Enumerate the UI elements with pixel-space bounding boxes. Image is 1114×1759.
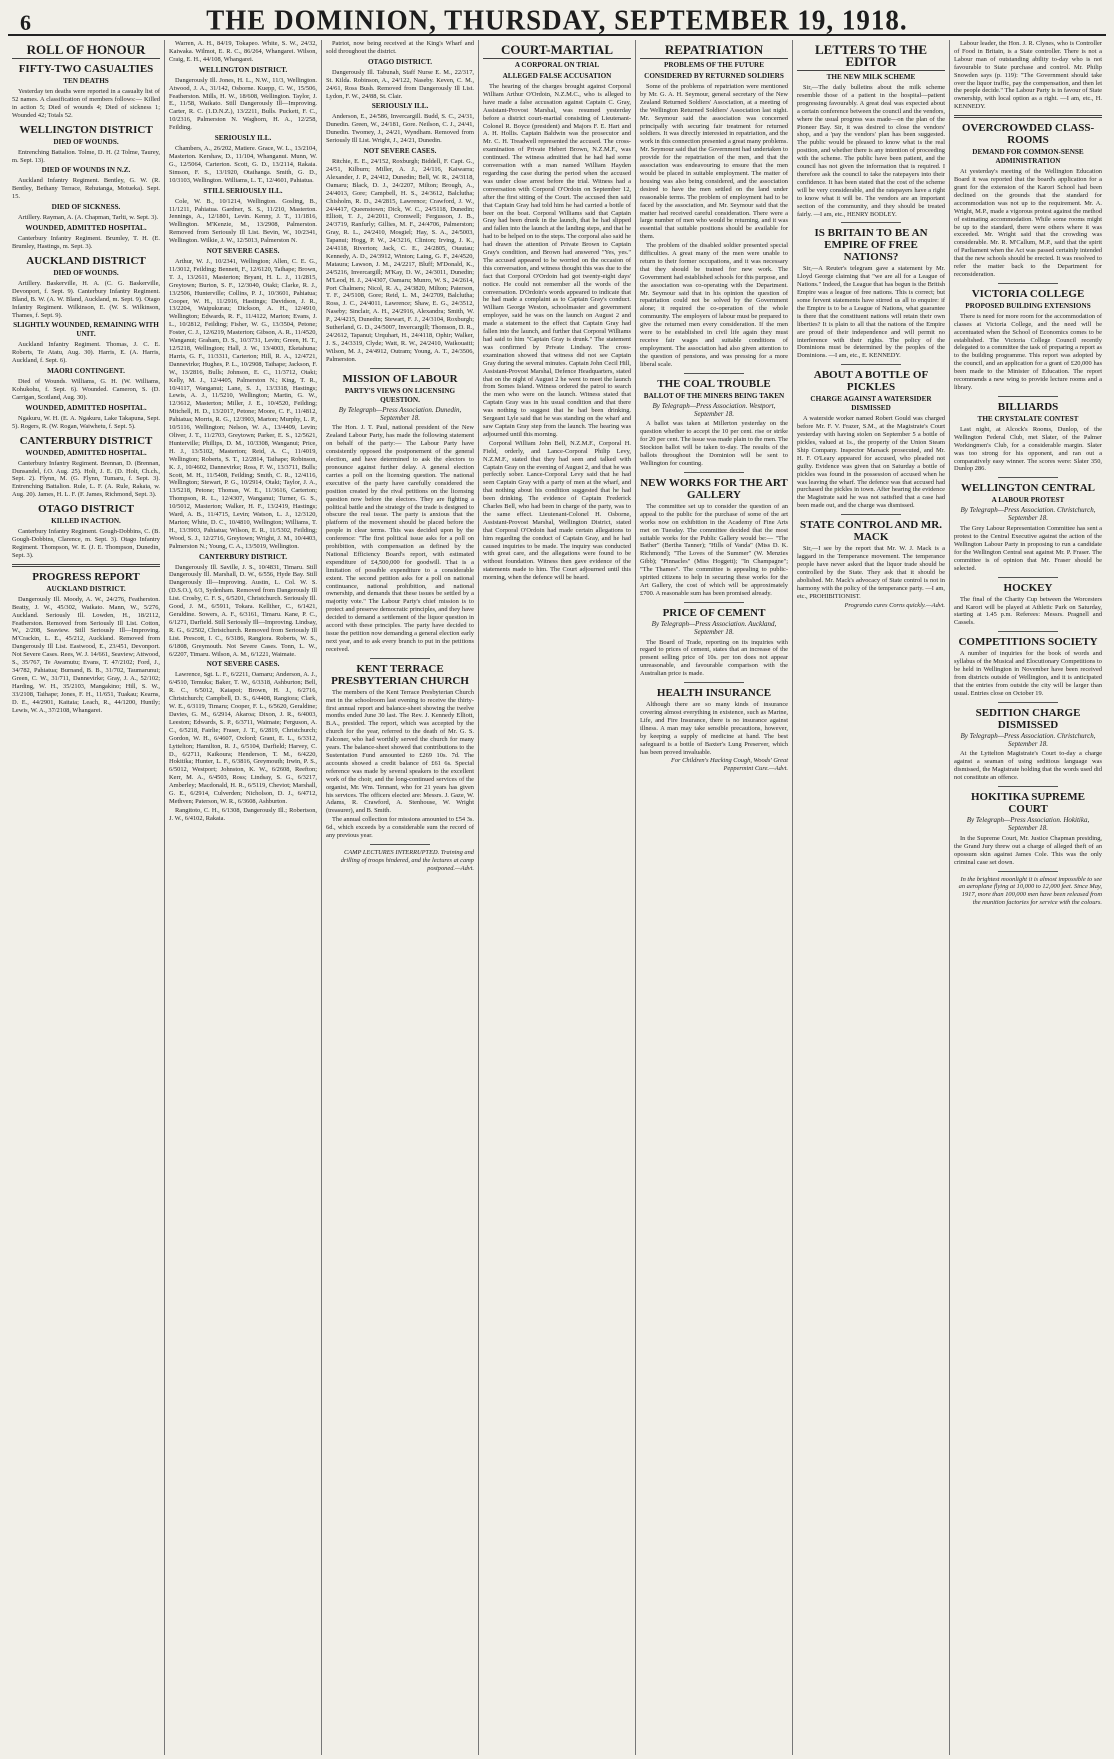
subheading: DIED OF WOUNDS IN N.Z.	[41, 166, 131, 175]
article-text: The members of the Kent Terrace Presbyterian Church met in the schoolroom last evening to receive the thirty-first annual report and balance-sheet showing the twelve months ended June 30 last. The Rev. J. Kennedy Elliott, B.A., presided. The report, which was accepted by the church for the year, referred to the death of Mr. G. S. Falconer, who had worthily served the church for many years. The balance-sheet showed that contributions to the Sustentation Fund amounted to £269 10s. 7d. The accounts showed a credit balance of £61 6s. Special reference was made by several speakers to the excellent work of the choir, and the long-continued services of the organist, Mr. Wm. Tennant, who for 21 years has given his services. The officers elected are: Messrs. J. Gaze, W. Adams, R. Crawford, A. Stenhouse, W. Wright (treasurer), and B. Smith.	[326, 688, 474, 815]
subheading: SERIOUSLY ILL.	[214, 134, 272, 143]
headline: MISSION OF LABOUR	[342, 372, 458, 385]
column-1	[8, 40, 165, 1755]
dateline: By Telegraph—Press Association. Hokitika, September 18.	[966, 816, 1090, 832]
divider	[684, 682, 743, 683]
headline: LETTERS TO THE EDITOR	[797, 44, 945, 71]
subheading: A CORPORAL ON TRIAL	[514, 61, 600, 69]
masthead	[8, 3, 1106, 36]
masthead-title: THE DOMINION, THURSDAY, SEPTEMBER 19, 1918.	[206, 3, 908, 36]
article-text: Ngakuru, W. H. (E. A. Ngakuru, Lake Takapuna, Sept. 5). Rogers, R. (W. Rogan, Waiwhetu, f. Sept. 5).	[12, 414, 160, 430]
dateline: By Telegraph—Press Association. Dunedin, September 18.	[338, 405, 462, 422]
divider	[998, 631, 1057, 632]
divider	[998, 786, 1057, 787]
article-text: Canterbury Infantry Regiment. Brumley, T. H. (E. Brumley, Hastings, m. Sept. 3).	[12, 235, 160, 250]
headline: OTAGO DISTRICT	[37, 503, 135, 516]
subheading: OTAGO DISTRICT.	[367, 57, 433, 66]
headline: SEDITION CHARGE DISMISSED	[975, 706, 1081, 731]
article-text: Arthur, W. J., 10/2341, Wellington; Allen, C. E. G., 11/3012, Feilding; Bennett, F., 12/6120, Taihape; Brown, T. J., 13/2611, Masterton; Bryant, H. L. J., 11/2815, Greytown; Burton, S. F., 12/3040, Otaki; Clarke, R. J., 13/2506, Hunterville; Collins, P. J., 10/3601, Pahiatua; Cooper, W. H., 11/2916, Hastings; Davidson, J. R., 13/2204, Waipukurau; Dickson, A. H., 12/4910, Wellington; Edwards, R. F., 11/4122, Marton; Evans, J. L., 10/2812, Feilding; Fisher, W. G., 13/3504, Petone; Foster, C. J., 12/6219, Masterton; Gibson, A. R., 11/4520, Wanganui; Graham, D. S., 10/3731, Levin; Green, H. T., 12/5218, Wellington; Hall, J. W., 13/4003, Eketahuna; Harris, G. F., 11/3311, Carterton; Hill, R. A., 12/4721, Dannevirke; Hughes, P. L., 10/2908, Taihape; Jackson, F. W., 13/2816, Bulls; Johnson, E. C., 11/3712, Otaki; Kelly, M. J., 12/4405, Palmerston N.; King, T. R., 10/4117, Wanganui; Lane, S. J., 13/3318, Hastings; Lewis, A. J., 11/5210, Wellington; Martin, G. W., 12/3612, Masterton; Miller, J. E., 10/4520, Feilding; Mitchell, H. D., 13/2017, Petone; Moore, C. F., 11/4812, Pahiatua; Morris, R. G., 12/3903, Marton; Murphy, L. P., 10/5116, Wellington; Nelson, W. A., 13/4409, Levin; Oliver, J. T., 11/2703, Greytown; Parker, E. S., 12/5621, Hunterville; Phillips, D. M., 10/3308, Wanganui; Price, H. J., 13/5102, Masterton; Reid, A. C., 11/4019, Wellington; Roberts, S. T., 12/2814, Taihape; Robinson, K. J., 10/4602, Dannevirke; Ross, F. W., 13/3711, Bulls; Scott, M. H., 11/5408, Feilding; Smith, C. R., 12/4116, Wellington; Stewart, P. G., 10/2914, Otaki; Taylor, J. A., 13/5218, Petone; Thomas, W. E., 11/3616, Carterton; Thompson, R. L., 12/4307, Wanganui; Turner, G. S., 10/5012, Masterton; Walker, H. F., 13/2419, Hastings; Ward, A. B., 11/4715, Levin; Watson, L. J., 12/3120, Marton; White, D. C., 10/4810, Wellington; Williams, T. H., 13/3903, Pahiatua; Wilson, E. R., 11/5302, Feilding; Wood, S. J., 12/2716, Greytown; Wright, J. M., 10/4403, Palmerston N.; Young, C. A., 13/5019, Wellington.	[169, 258, 317, 550]
article-text: Dangerously Ill. Saville, J. S., 10/4831, Timaru. Still Dangerously Ill. Marshall, D. W., 6/556, Hyde Bay. Still Dangerously Ill—Improving. Austin, L. Col. W. S. (D.S.O.), 6/3, Sydenham. Removed from Dangerously Ill List. Crosby, C. F. S., 6/5201, Christchurch. Seriously Ill. Good, J. M., 6/5911, Tokara. Kelliher, C., 6/1421, Geraldine. Sowers, A. F., 6/3161, Timaru. Kane, P. C., 6/1271, Darfield. Still Seriously Ill—Improving. Lindsay, R. G., 6/2502, Christchurch. Removed from Seriously Ill List. Prescott, I. C., 6/3186, Rangiora. Roberts, W. S., 6/1808, Greymouth. Not Severe Cases. Tonn, L. W., 6/2207, Timaru. Wilson, A. M., 6/1221, Waimate.	[169, 563, 317, 658]
headline: HOCKEY	[1003, 581, 1053, 594]
article-text: Corporal William John Bell, N.Z.M.F., Corporal H. Field, orderly, and Lance-Corporal Philip Levy, N.Z.M.F., stated that they had seen and talked with Captain Gray on the evening of August 2, and that he was perfectly sober. Lance-Corporal Levy said that he had seen Captain Gray with a party of men at the wharf, and that nothing about his condition suggested that he had been drinking. The evidence of Captain Frederick Charles Bell, who had been in charge of the party, was to the same effect. Lieutenant-Colonel H. Osborne, Assistant-Provost Marshal, Wellington District, stated that Corporal O'Ordoin had made certain allegations to him regarding the conduct of Captain Gray, and he had caused inquiries to be made. The inquiry was conducted with great care, and the allegations were found to be without foundation. Witness then gave evidence of the statements made to him. The Court adjourned until this morning, when the defence will be heard.	[483, 439, 631, 582]
article-text: The hearing of the charges brought against Corporal William Arthur O'Ordoin, N.Z.M.C., who is alleged to have made a false accusation against Captain C. Gray, Assistant-Provost Marshal, was resumed yesterday before a district court-martial consisting of Lieutenant-Colonel R. Boyce (president) and Majors F. E. Hart and A. H. Hollis. Captain Baldwin was the prosecutor and Mr. C. H. Treadwell represented the accused. The cross-examination of Private Hebert Brown, N.Z.M.F., was continued. The witness admitted that he had had some conversation with a man named William Hayden regarding the case during the period when the accused was under close arrest before the trial. Witness had a conversation with Corporal O'Ordoin on September 12, after the first sitting of the Court. The accused then said that Captain Gray had told him he had carried a bottle of beer on the boat. Corporal Williams said that Captain Gray had been drunk in the launch, that he had slipped and fallen into the launch at the landing steps, and that he had to be helped on to the steps. The corporal also said he had drawn the attention of Private Brown to Captain Gray's condition, and Brown had answered "Yes, yes." The accused appeared to be worried on the occasion of this conversation, and witness thought this was due to the fact that Corporal O'Ordoin had got twenty-eight days' notice. He could not remember all the words of the conversation. D'Ordoin's words appeared to indicate that he had made a complaint as to Captain Gray's conduct. William George Weston, schoolmaster and government employee, said he was on the launch on August 2 and made a statement to the effect that Captain Gray had fallen into the launch, and further that Corporal Williams had said to him "Captain Gray is drunk." The statement was confirmed by Private Lindsay. The cross-examination showed that witness did not see Captain Gray during the several minutes. Captain John Cecil Hill, Assistant-Provost Marshal, Defence Headquarters, stated that on the night of August 2 he went to meet the launch from Somes Island. Witness ordered the patrol to search the men who were on the launch. Witness stated that Captain Gray was in his usual condition and that there was nothing to suggest that he had been drinking. Sergeant Lyle said that he was standing on the wharf and saw Captain Gray step from the launch. The hearing was adjourned until this morning.	[483, 83, 631, 438]
subheading: ALLEGED FALSE ACCUSATION	[502, 72, 612, 80]
article-text: The annual collection for missions amounted to £54 3s. 6d., which exceeds by a considerable sum the record of any previous year.	[326, 816, 474, 840]
article-text: Cole, W. B., 10/1214, Wellington. Gosling, B., 11/1211, Pahiatua. Gardner, S. S., 11/210, Masterton. Jennings, A., 12/1801, Levin. Kenny, J. T., 11/1816, Wellington. M'Kenzie, M., 13/2908, Palmerston. Removed from Seriously Ill List. Bevin, W., 10/2341, Wellington. Wilkie, J. W., 12/5013, Palmerston N.	[169, 197, 317, 245]
divider	[998, 283, 1057, 284]
article-text: Labour leader, the Hon. J. R. Clynes, who is Controller of Food in Britain, is a State controller. There is not a Labour man of outstanding ability to-day who is not favourable to State purchase and control. Mr. Philip Snowden says (p. 119): "The Government should take over the liquor traffic, pay the compensation, and then let the people decide." The Labour Party is in favour of State ownership, with local option as a right. —I am, etc., H. KENNEDY.	[954, 40, 1102, 111]
article-text: The final of the Charity Cup between the Worcesters and Karori will be played at Athletic Park on Saturday, starting at 1.45 p.m. Referees: Messrs. Pragnell and Cassels.	[954, 595, 1102, 627]
headline: AUCKLAND DISTRICT	[26, 254, 146, 267]
article-text: Chambers, A., 26/202, Matiere. Grace, W. L., 13/2104, Masterton. Kershaw, D., 11/104, Whanganui. Munn, W. G., 12/5064, Carterton. Scott, G. D., 13/2114, Rakaia. Simson, F. S., 13/1920, Otaihanga. Smith, G. D., 10/3103, Wellington. Williams, L. T., 12/4601, Pahiatua.	[169, 145, 317, 184]
divider	[684, 602, 743, 603]
advertisement: For Children's Hacking Cough, Woods' Great Peppermint Cure.—Advt.	[670, 757, 788, 773]
article-text: Although there are so many kinds of insurance covering almost everything in existence, such as Marine, Life, and Fire Insurance, there is no insurance against illness. A man may take sensible precautions, however, by keeping a supply of medicine at hand. The best safeguard is a bottle of Baxter's Lung Preserver, which has been proved invaluable.	[640, 701, 788, 756]
article-text: The Grey Labour Representation Committee has sent a protest to the Central Executive against the action of the Wellington Labour Party in proposing to run a candidate for the Wellington Central seat against Mr. P. Fraser. The committee is of opinion that Mr. Fraser should be selected.	[954, 525, 1102, 572]
subheading: SLIGHTLY WOUNDED, REMAINING WITH UNIT.	[13, 321, 159, 339]
article-text: Patriot, now being received at the King's Wharf and sold throughout the district.	[326, 40, 474, 55]
article-text: Sir,—I see by the report that Mr. W. J. Mack is a laggard in the Temperance movement. The temperance people have never asked that the liquor trade should be controlled by the State. They ask that it should be abolished. Mr. Mack's advocacy of State control is not in harmony with the policy of the temperance party. —I am, etc., PROHIBITIONIST.	[797, 545, 945, 600]
article-text: Sir,—The daily bulletins about the milk scheme resemble those of a patient in the hospital—patient progressing favourably. A great deal was expected about a certain conference between the council and the vendors, where the usual progress was made—on the plan of the Pioneer Bay. Sir, it was desired to close the vendors' shop, and a 'pay the vendors' plan has been suggested. The public would be pleased to know what is the real position, and whether there is any intention of proceeding with the scheme. The public have been patient, and the council has not given the information that is required. I therefore ask the council to take the ratepayers into their confidence. It has been stated that the cost of the scheme will be very considerable, and the ratepayers have a right to know what it will be. The vendors are an important section of the community, and they should be treated fairly. —I am, etc., HENRY BODLEY.	[797, 84, 945, 218]
headline: WELLINGTON CENTRAL	[961, 482, 1095, 495]
subheading: A LABOUR PROTEST	[991, 496, 1065, 505]
headline: ABOUT A BOTTLE OF PICKLES	[813, 369, 929, 394]
article-text: The Board of Trade, reporting on its inquiries with regard to prices of cement, states that an increase of the present selling price of 10s. per ton does not appear unreasonable, and favourable comparison with the Australian price is made.	[640, 638, 788, 678]
subheading: AUCKLAND DISTRICT.	[46, 584, 126, 593]
article-text: Auckland Infantry Regiment. Bentley, G. W. (R. Bentley, Bethany Terrace, Rehutanga, Motueka). Sept. 15.	[12, 177, 160, 201]
article-text: Yesterday ten deaths were reported in a casualty list of 52 names. A classification of members follows:— Killed in action 5; Died of wounds 4; Died of sickness 1; Wounded 42; Totals 52.	[12, 88, 160, 119]
headline: PROGRESS REPORT	[32, 570, 140, 583]
headline: THE COAL TROUBLE	[657, 377, 771, 390]
headline: FIFTY-TWO CASUALTIES	[18, 63, 154, 75]
article-text: There is need for more room for the accommodation of classes at Victoria College, and the need will be accentuated when the School of Economics comes to be established. The Victoria College Council recently delegated to a committee the task of preparing a report as to the building programme. This report was adopted by the council, and an application for a grant of £20,000 has been made to the Minister of Education. The report recommends a new wing to provide lecture rooms and a library.	[954, 312, 1102, 391]
column-4	[479, 40, 636, 1755]
subheading: WOUNDED, ADMITTED HOSPITAL.	[25, 224, 147, 233]
article-text: Died of Wounds. Williams, G. H. (W. Williams, Kohukohu, f. Sept. 6). Wounded. Cameron, S. (D. Carrigan, Scotland, Aug. 30).	[12, 378, 160, 401]
subheading: NOT SEVERE CASES.	[363, 147, 437, 156]
divider	[684, 373, 743, 374]
divider	[998, 577, 1057, 578]
headline: VICTORIA COLLEGE	[971, 287, 1085, 300]
subheading: CHARGE AGAINST A WATERSIDER DISMISSED	[810, 395, 932, 413]
headline: STATE CONTROL AND MR. MACK	[799, 519, 942, 544]
subheading: NOT SEVERE CASES.	[206, 247, 280, 256]
divider	[998, 702, 1057, 703]
headline: IS BRITAIN TO BE AN EMPIRE OF FREE NATIONS?	[814, 227, 928, 264]
subheading: CONSIDERED BY RETURNED SOLDIERS	[644, 72, 784, 80]
divider	[370, 368, 429, 369]
article-text: Warren, A. H., 84/19, Tokapeo. White, S. W., 24/32, Kaiwaka. Wilmot, E. R. C., 86/264, Whangarei. Wilson, Craig, E. H., 44/108, Whangarei.	[169, 40, 317, 63]
headline: ROLL OF HONOUR	[12, 44, 160, 59]
article-text: Last night, at Alcock's Rooms, Dunlop, of the Wellington Federal Club, met Slater, of the Palmer Workingmen's Club, for a considerable margin. Slater was too strong for his opponent, and ran out a comparatively easy winner. The scores were: Slater 350, Dunlop 286.	[954, 425, 1102, 473]
subheading: SERIOUSLY ILL.	[371, 102, 429, 111]
subheading: PROBLEMS OF THE FUTURE	[663, 61, 765, 69]
divider	[841, 514, 900, 515]
article-text: A ballot was taken at Millerton yesterday on the question whether to accept the 10 per cent. rise or strike for 20 per cent. The issue was made plain to the men. The Stockton ballot will be taken to-day. The results of the ballots throughout the Dominion will be sent to Wellington for counting.	[640, 420, 788, 467]
article-text: A waterside worker named Robert Gould was charged before Mr. F. V. Frazer, S.M., at the Magistrate's Court yesterday with having stolen on September 5 a bottle of pickles, valued at 1s., the property of the Union Steam Ship Company. Inspector Marsack prosecuted, and Mr. H. F. O'Leary appeared for accused, who pleaded not guilty. Evidence was given that on Saturday a bottle of pickles was found in the possession of accused when he was leaving the wharf. The defence was that accused had purchased the pickles in town. After hearing the evidence the Magistrate said he was not satisfied that a case had been made out, and the charge was dismissed.	[797, 415, 945, 510]
article-text: Ritchie, E. E., 24/152, Roxburgh; Biddell, F. Capt. G., 24/51, Kilburn; Miller, A. J., 24/116, Kaiwarra; Alexander, J. P., 24/412, Dunedin; Bell, W. R., 24/3118, Oamaru; Black, D. J., 24/2207, Milton; Brough, A., 24/4013, Gore; Campbell, H. S., 24/3612, Balclutha; Chisholm, R. D., 24/2815, Lawrence; Crawford, J. W., 24/4417, Queenstown; Dick, W. C., 24/5118, Dunedin; Elliott, T. J., 24/2011, Cromwell; Fergusson, J. B., 24/3719, Ranfurly; Gillies, M. F., 24/4706, Palmerston; Gray, R. L., 24/2410, Mosgiel; Hay, S. A., 24/5003, Tapanui; Hogg, P. W., 24/3216, Clinton; Irving, J. K., 24/4118, Riverton; Jack, C. E., 24/2805, Otautau; Kennedy, A. D., 24/3912, Winton; Laing, G. F., 24/4520, Mataura; Lawson, J. M., 24/2217, Bluff; M'Donald, K., 24/5216, Invercargill; M'Kay, D. W., 24/3011, Dunedin; M'Leod, H. J., 24/4307, Oamaru; Munro, W. S., 24/2614, Port Chalmers; Nicol, R. A., 24/3820, Milton; Paterson, T. F., 24/5108, Gore; Reid, L. M., 24/2709, Balclutha; Ross, J. C., 24/4011, Lawrence; Shaw, E. G., 24/3512, Naseby; Sinclair, A. H., 24/2916, Alexandra; Smith, W. P., 24/4215, Dunedin; Stewart, F. J., 24/3104, Roxburgh; Sutherland, G. D., 24/5007, Invercargill; Thomson, D. R., 24/2612, Tapanui; Urquhart, H., 24/4118, Ophir; Walker, J. S., 24/3319, Clyde; Watt, R. W., 24/2410, Waikouaiti; Wilson, M. J., 24/4912, Outram; Young, A. T., 24/3506, Palmerston.	[326, 158, 474, 363]
subheading: PARTY'S VIEWS ON LICENSING QUESTION.	[344, 386, 456, 404]
article-text: At yesterday's meeting of the Wellington Education Board it was reported that the board's application for a grant for the extension of the Karori School had been declined on the grounds that the standard for accommodation was not up to the requirement. Mr. A. Wright, M.P., made a vigorous protest against the method of estimating accommodation. While some rooms might be up to the standard, there were others where it was exceeded. Mr. Wright said that the crowding was considerable. Mr. R. M'Callum, M.P., said that the spirit of Parliament when the Act was passed certainly intended that the new schools should be erected. It was resolved to refer the matter back to the Department for reconsideration.	[954, 168, 1102, 278]
headline: NEW WORKS FOR THE ART GALLERY	[640, 476, 788, 501]
article-text: Some of the problems of repatriation were mentioned by Mr. G. A. H. Seymour, general secretary of the New Zealand Returned Soldiers' Association, at a meeting of the Wellington Returned Soldiers' Association last night. Mr. Seymour said the association was concerned principally with securing fair treatment for returned soldiers. It was directly interested in repatriation, and the work in this connection presented a great many problems. Mr. Seymour said that the Government had undertaken to provide for the repatriation of the men, and that the association was endeavouring to ensure that the men would be placed in suitable employment. The matter of housing was also being considered, and the association desired to have the men settled on the land under reasonable terms. The problem of employment had to be faced by the association, and Mr. Seymour said that the matter had received careful consideration. There were a large number of men who would be returning, and it was essential that suitable positions should be available for them.	[640, 83, 788, 241]
headline: HOKITIKA SUPREME COURT	[971, 791, 1085, 816]
subheading: DIED OF WOUNDS.	[53, 137, 119, 146]
subheading: CANTERBURY DISTRICT.	[198, 552, 287, 561]
article-text: Dangerously Ill. Jones, H. L., N.W., 11/3, Wellington. Atwood, J. A., 31/142, Osborne. Kuepp, C. W., 15/506, Featherston. Mills, H. W., 18/608, Wellington. Taylor, J. E., 11/58, Waikato. Still Dangerously Ill—Improving. Carter, R. C. (1.D.N.Z.), 13/2211, Bulls. Puckett, F. C., 10/2316, Palmerston N. Waghorn, H. A., 12/258, Feilding.	[169, 76, 317, 132]
headline: CANTERBURY DISTRICT	[19, 434, 153, 447]
dateline: By Telegraph—Press Association. Christchurch, September 18.	[960, 731, 1096, 748]
article-text: Canterbury Infantry Regiment. Gough-Dobbins, C. (B. Gough-Dobbins, Clarence, m. Sept. 3). Otago Infantry Regiment. Thompson, W. E. (J. E. Thompson, Dunedin, Sept. 3).	[12, 528, 160, 559]
divider	[841, 364, 900, 365]
subheading: NOT SEVERE CASES.	[206, 660, 280, 669]
dateline: By Telegraph—Press Association. Westport, September 18.	[652, 401, 776, 418]
subheading: THE NEW MILK SCHEME	[826, 73, 916, 81]
subheading: WOUNDED, ADMITTED HOSPITAL.	[25, 448, 147, 457]
article-text: At the Lyttelton Magistrate's Court to-day a charge against a seaman of using seditious language was dismissed, the Magistrate holding that the words used did not constitute an offence.	[954, 750, 1102, 782]
subheading: KILLED IN ACTION.	[51, 517, 121, 526]
column-5	[636, 40, 793, 1755]
subheading: DIED OF WOUNDS.	[53, 268, 119, 277]
article-text: The problem of the disabled soldier presented special difficulties. A great many of the men were unable to return to their former occupations, and it was necessary that they should be trained for new work. The Government had established schools for this purpose, and the association was co-operating with the Department. Mr. Seymour said that in his opinion the question of repatriation could not be solved by the Government alone; it required the co-operation of the whole community. The employers of labour must be prepared to give the returned men every consideration. If the men were to be established in civil life again they must receive fair wages and suitable conditions of employment. The association had also given attention to the question of pensions, and was pressing for a more liberal scale.	[640, 242, 788, 368]
divider	[998, 871, 1057, 872]
headline: HEALTH INSURANCE	[656, 687, 772, 700]
dateline: By Telegraph—Press Association. Auckland, September 18.	[651, 619, 777, 636]
article-text: Entrenching Battalion. Tolme, D. H. (2 Tolme, Taurey, m. Sept. 13).	[12, 148, 160, 164]
subheading: PROPOSED BUILDING EXTENSIONS	[965, 301, 1091, 310]
headline: COMPETITIONS SOCIETY	[958, 636, 1098, 649]
advertisement: Progrando cures Corns quickly.—Advt.	[844, 601, 945, 609]
subheading: DIED OF SICKNESS.	[51, 203, 121, 212]
subheading: BALLOT OF THE MINERS BEING TAKEN	[643, 391, 785, 400]
divider	[370, 844, 429, 845]
divider	[954, 115, 1102, 118]
article-text: The Hon. J. T. Paul, national president of the New Zealand Labour Party, has made the following statement on behalf of the party:— The Labour Party have consistently opposed the postponement of the general election, and have determined to ask the electors to pronounce against further delay. A general election carries a poll on the licensing question. The national executive of the party have carefully considered the position created by the rival petitions on the licensing question now before the electors. They are fighting a political battle and the strategy of the trade is designed to obscure the real issue. The party is anxious that the platform of the movement should be placed before the people in clear terms. This was decided upon by the conference: "The first political issue asks for a poll on prohibition, with compensation as defined by the National Efficiency Board's report, with estimated expenditure of £4,500,000 for goodwill. That is a limitation of possible expenditure to a considerable extent. The second petition asks for a poll on national continuance, national prohibition, and national ownership, and demands that these issues be settled by a majority vote." The Labour Party's chief mission is to protect and preserve democratic principles, and they have decided to demand a settlement of the liquor question in accord with these principles. The party have decided to issue the petition now demanding a general election early next year, and to ask every branch to put in the petitions received.	[326, 424, 474, 653]
divider	[370, 658, 429, 659]
column-2	[165, 40, 322, 1755]
page-number: 6	[20, 10, 31, 35]
article-text: Anderson, E., 24/586, Invercargill. Budd, S. C., 24/31, Dunedin. Green, W., 24/181, Gore. Neilson, C. J., 24/41, Dunedin. Twomey, J., 24/21, Wyndham. Removed from Seriously Ill List. Wright, J., 24/21, Dunedin.	[326, 113, 474, 145]
article-text: Rangitoto, C. H., 6/1308, Dangerously Ill.; Robertson, J. W., 6/4102, Rakaia.	[169, 806, 317, 822]
article-text: Artillery. Rayman, A. (A. Chapman, Tarlti, w. Sept. 3).	[18, 214, 159, 222]
subheading: WOUNDED, ADMITTED HOSPITAL.	[25, 403, 147, 412]
headline: OVERCROWDED CLASS-ROOMS	[961, 122, 1095, 147]
advertisement: In the brightest moonlight it is almost impossible to see an aeroplane flying at 10,000 to 12,000 feet. Since May, 1917, more than 100,000 men have been released from the munition factories for service with the colours.	[958, 875, 1102, 907]
headline: WELLINGTON DISTRICT	[19, 123, 153, 136]
article-text: Sir,—A Reuter's telegram gave a statement by Mr. Lloyd George claiming that "we are all for a League of Nations." Indeed, the League that has begun is the British Empire was a league of free nations. This is correct; but some fervent statements have stirred us all to enquire: if the Empire is to be a League of Nations, what guarantee is there that the constituent nations will retain their own liberties? It is plain to all that the nations of the Empire are proud of their independence and will permit no interference with their rights. The policy of the Dominions must be determined by the peoples of the Dominions. —I am, etc., E. KENNEDY.	[797, 265, 945, 360]
subheading: STILL SERIOUSLY ILL.	[203, 186, 283, 195]
columns	[8, 40, 1106, 1755]
column-3	[322, 40, 479, 1755]
subheading: TEN DEATHS	[63, 77, 109, 85]
dateline: By Telegraph—Press Association. Christchurch, September 18.	[960, 506, 1096, 523]
subheading: MAORI CONTINGENT.	[47, 367, 125, 376]
article-text: Dangerously Ill. Tabunah, Staff Nurse E. M., 22/317, St. Kilda. Robinson, A., 24/122, Naseby. Keven, C. M., 24/61, Ross Bush. Removed from Dangerously Ill List. Lydon, F. W., 24/88, St. Clair.	[326, 68, 474, 100]
article-text: Artillery. Baskerville, H. A. (C. G. Baskerville, Devonport, f. Sept. 9). Canterbury Infantry Regiment. Bland, B. W. (A. W. Bland, Auckland, m. Sept. 9). Otago Infantry Regiment. Wilkinson, E. (W. S. Wilkinson, Thames, f. Sept. 9).	[12, 279, 160, 319]
column-6	[793, 40, 950, 1755]
advertisement: CAMP LECTURES INTERRUPTED. Training and drilling of troops hindered, and the lectures at camp postponed.—Advt.	[340, 848, 474, 872]
headline: COURT-MARTIAL	[483, 44, 631, 59]
headline: PRICE OF CEMENT	[662, 606, 766, 619]
article-text: In the Supreme Court, Mr. Justice Chapman presiding, the Grand Jury threw out a charge of alleged theft of an opossum skin against James Cole. This was the only criminal case set down.	[954, 834, 1102, 866]
article-text: Canterbury Infantry Regiment. Brennan, D. (Brennan, Dunsandel, f.O. Aug. 25). Holt, J. E. (D. Holt, Ch.ch., Sept. 2). Flynn, M. (G. Flynn, Tumaru, f. Sept. 3). Entrenching Battalion. Rule, L. F. (A. Rule, Rakaia, w. Aug. 20). James, H. L. F. (F. James, Richmond, Sept. 3).	[12, 459, 160, 499]
divider	[12, 564, 160, 567]
divider	[998, 396, 1057, 397]
subheading: THE CRYSTALATE CONTEST	[977, 414, 1079, 423]
article-text: Lawrence, Sgt. L. F., 6/2211, Oamaru; Anderson, A. J., 6/4510, Temuka; Baker, T. W., 6/3318, Ashburton; Bell, R. C., 6/5012, Kaiapoi; Brown, H. J., 6/2716, Christchurch; Campbell, D. S., 6/4408, Rangiora; Clark, W. E., 6/3119, Timaru; Cooper, F. L., 6/5620, Geraldine; Davies, G. M., 6/2914, Akaroa; Dixon, J. R., 6/4003, Leeston; Edwards, S. P., 6/3711, Waimate; Ferguson, A. C., 6/5218, Fairlie; Fraser, J. T., 6/2819, Christchurch; Gordon, W. H., 6/4607, Oxford; Grant, E. L., 6/3312, Lyttelton; Hamilton, R. J., 6/5104, Darfield; Harvey, C. D., 6/2711, Kaikoura; Henderson, T. M., 6/4220, Hokitika; Hunter, L. F., 6/3816, Greymouth; Irwin, P. S., 6/5012, Westport; Johnston, K. W., 6/2608, Reefton; Kerr, M. A., 6/4503, Ross; Lindsay, S. G., 6/3217, Amberley; Macdonald, H. R., 6/5119, Cheviot; Marshall, G. E., 6/2914, Culverden; Nicholson, D. J., 6/4712, Methven; Paterson, W. R., 6/3608, Ashburton.	[169, 671, 317, 805]
subheading: WELLINGTON DISTRICT.	[198, 65, 288, 74]
headline: REPATRIATION	[640, 44, 788, 59]
subheading: DEMAND FOR COMMON-SENSE ADMINISTRATION	[972, 148, 1084, 166]
article-text: A number of inquiries for the book of words and syllabus of the Musical and Elocutionary Competitions to be held in Wellington in November have been received from districts outside of Wellington, and it is anticipated that the entries from outside the city will be larger than usual. Entries close on October 19.	[954, 650, 1102, 697]
article-text: Auckland Infantry Regiment. Thomas, J. C. E. Roberts, Te Atatu, Aug. 30). Harris, E. (A. Harris, Auckland, f. Sept. 6).	[12, 341, 160, 365]
headline: BILLIARDS	[997, 400, 1059, 413]
article-text: The committee set up to consider the question of an appeal to the public for the purchase of some of the art works now on exhibition in the Academy of Fine Arts met on Tuesday. The committee decided that the most suitable works for the Public Gallery would be:— "The Bather" (Bertha Tanner); "Hills of Vanda" (Miss D. K. Richmond); "The Loves of the Summer" (W. Menzies Gibb); "Pinnacles" (Miss Hoggett); "In Champagne"; "The Thames". The committee is appealing to public-spirited citizens to help in securing these works for the Art Gallery, the cost of which will be approximately £700. A reasonable sum has been promised already.	[640, 502, 788, 597]
divider	[684, 472, 743, 473]
divider	[841, 222, 900, 223]
column-7	[950, 40, 1106, 1755]
divider	[998, 477, 1057, 478]
headline: KENT TERRACE PRESBYTERIAN CHURCH	[331, 662, 469, 687]
article-text: Dangerously Ill. Moody, A. W., 24/276, Featherston. Beatty, J. W., 45/302, Waikato. Mann, W., 5/276, Auckland. Seriously Ill. Lowden, H., 18/2112, Featherston. Removed from Seriously Ill List. Cotton, W., 2/208, Seaview. Still Seriously Ill—Improving. M'Crackin, L. E., 45/212, Auckland. Removed from Dangerously Ill List. Eastwood, E., 23/451, Devonport. Not Severe Cases. Rees, W. J. 14/661, Seaview; Attwood, S., 35/767, Te Awamutu; Evans, T. 47/2102; Ford, J., 34/782, Pahiatua; Burnand, B. B., 31/702, Taumarunui; Green, C. W., 31/711, Dannevirke; Gray, J. A., 52/102; Harding, W. H., 35/2103, Mangakino; Hill, S. W., 33/2108, Taihape; Jones, F. H., 11/651, Tuakau; Kearns, D. E., 44/2901, Kaitaia; Leach, R., 44/1200, Huntly; Lewis, W. A., 37/2108, Whangarei.	[12, 595, 160, 714]
